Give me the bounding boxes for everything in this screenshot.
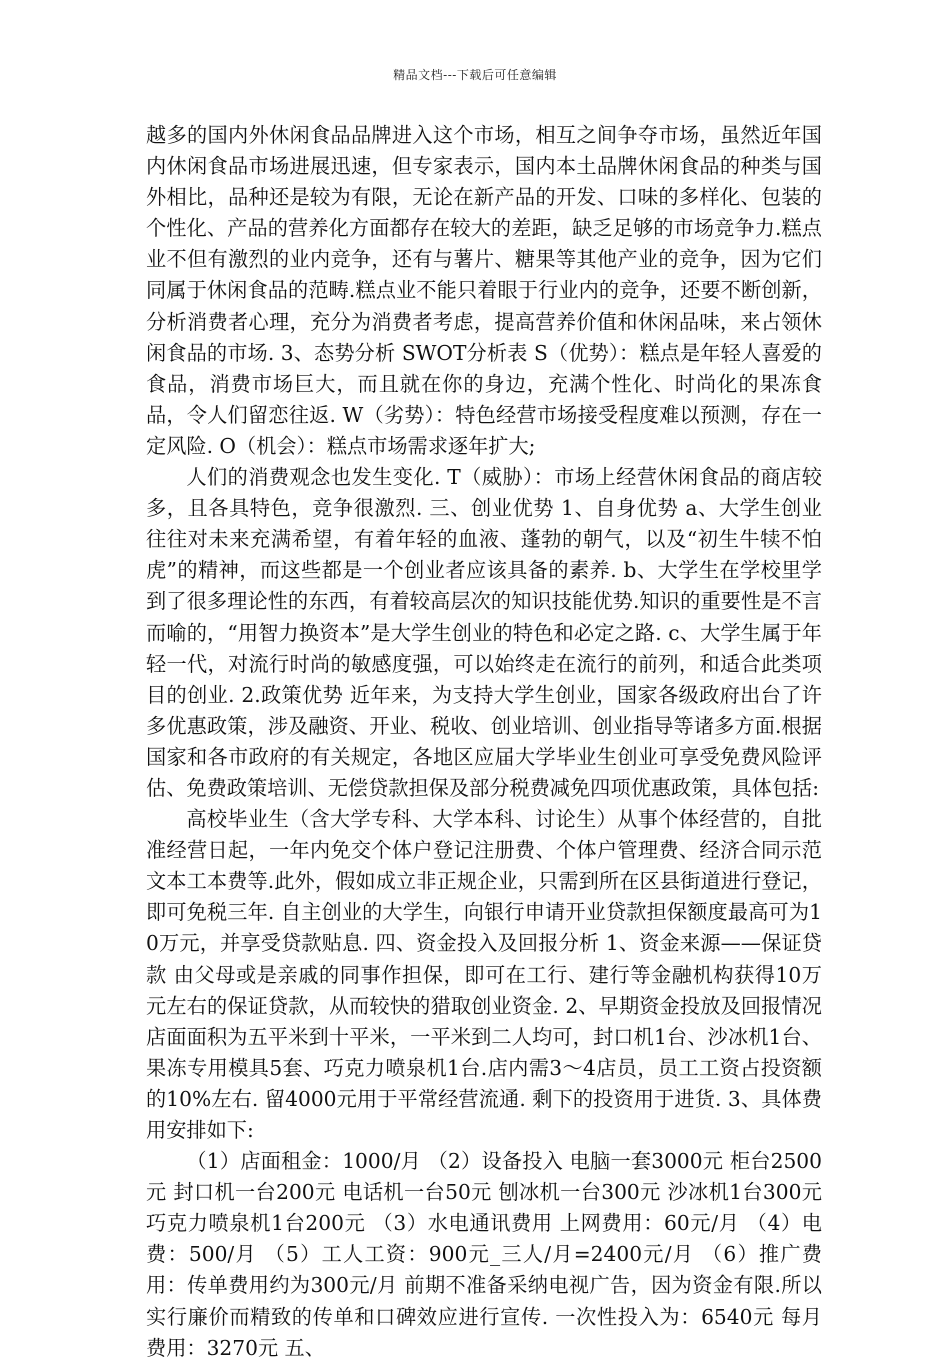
document-body bbox=[146, 120, 822, 1364]
paragraph: （1）店面租金：1000/月 （2）设备投入 电脑一套3000元 柜台2500元 封口机一台200元 电话机一台50元 刨冰机一台300元 沙冰机1台300元 巧克力喷泉机1台200元 （3）水电通讯费用 上网费用：60元/月 （4）电费：500/月 （5）工人工资：900元_三人/月=2400元/月 （6）推广费用：传单费用约为300元/月 前期不准备采纳电视广告，因为资金有限.所以实行廉价而精致的传单和口碑效应进行宣传. 一次性投入为：6540元 每月费用：3270元 五、 bbox=[146, 1149, 822, 1360]
paragraph: 高校毕业生（含大学专科、大学本科、讨论生）从事个体经营的，自批准经营日起，一年内免交个体户登记注册费、个体户管理费、经济合同示范文本工本费等.此外，假如成立非正规企业，只需到所在区县街道进行登记，即可免税三年. 自主创业的大学生，向银行申请开业贷款担保额度最高可为10万元，并享受贷款贴息. 四、资金投入及回报分析 1、资金来源——保证贷款 由父母或是亲戚的同事作担保，即可在工行、建行等金融机构获得10万元左右的保证贷款，从而较快的猎取创业资金. 2、早期资金投放及回报情况 店面面积为五平米到十平米，一平米到二人均可，封口机1台、沙冰机1台、果冻专用模具5套、巧克力喷泉机1台.店内需3～4店员，员工工资占投资额的10%左右. 留4000元用于平常经营流通. 剩下的投资用于进货. 3、具体费用安排如下: bbox=[146, 807, 822, 1142]
page-header: 精品文档---下载后可任意编辑 bbox=[393, 68, 557, 82]
paragraph: 越多的国内外休闲食品品牌进入这个市场，相互之间争夺市场，虽然近年国内休闲食品市场进展迅速，但专家表示，国内本土品牌休闲食品的种类与国外相比，品种还是较为有限，无论在新产品的开发、口味的多样化、包装的个性化、产品的营养化方面都存在较大的差距，缺乏足够的市场竞争力.糕点业不但有激烈的业内竞争，还有与薯片、糖果等其他产业的竞争，因为它们同属于休闲食品的范畴.糕点业不能只着眼于行业内的竞争，还要不断创新，分析消费者心理，充分为消费者考虑，提高营养价值和休闲品味，来占领休闲食品的市场. 3、态势分析 SWOT分析表 S（优势）：糕点是年轻人喜爱的食品，消费市场巨大，而且就在你的身边，充满个性化、时尚化的果冻食品，令人们留恋往返. W（劣势）：特色经营市场接受程度难以预测，存在一定风险. O（机会）：糕点市场需求逐年扩大; bbox=[146, 123, 822, 458]
paragraph: 人们的消费观念也发生变化. T（威胁）：市场上经营休闲食品的商店较多，且各具特色，竞争很激烈. 三、创业优势 1、自身优势 a、大学生创业往往对未来充满希望，有着年轻的血液、蓬勃的朝气，以及“初生牛犊不怕虎”的精神，而这些都是一个创业者应该具备的素养. b、大学生在学校里学到了很多理论性的东西，有着较高层次的知识技能优势.知识的重要性是不言而喻的，“用智力换资本”是大学生创业的特色和必定之路. c、大学生属于年轻一代，对流行时尚的敏感度强，可以始终走在流行的前列，和适合此类项目的创业. 2.政策优势 近年来，为支持大学生创业，国家各级政府出台了许多优惠政策，涉及融资、开业、税收、创业培训、创业指导等诸多方面.根据国家和各市政府的有关规定，各地区应届大学毕业生创业可享受免费风险评估、免费政策培训、无偿贷款担保及部分税费减免四项优惠政策，具体包括: bbox=[146, 465, 822, 800]
